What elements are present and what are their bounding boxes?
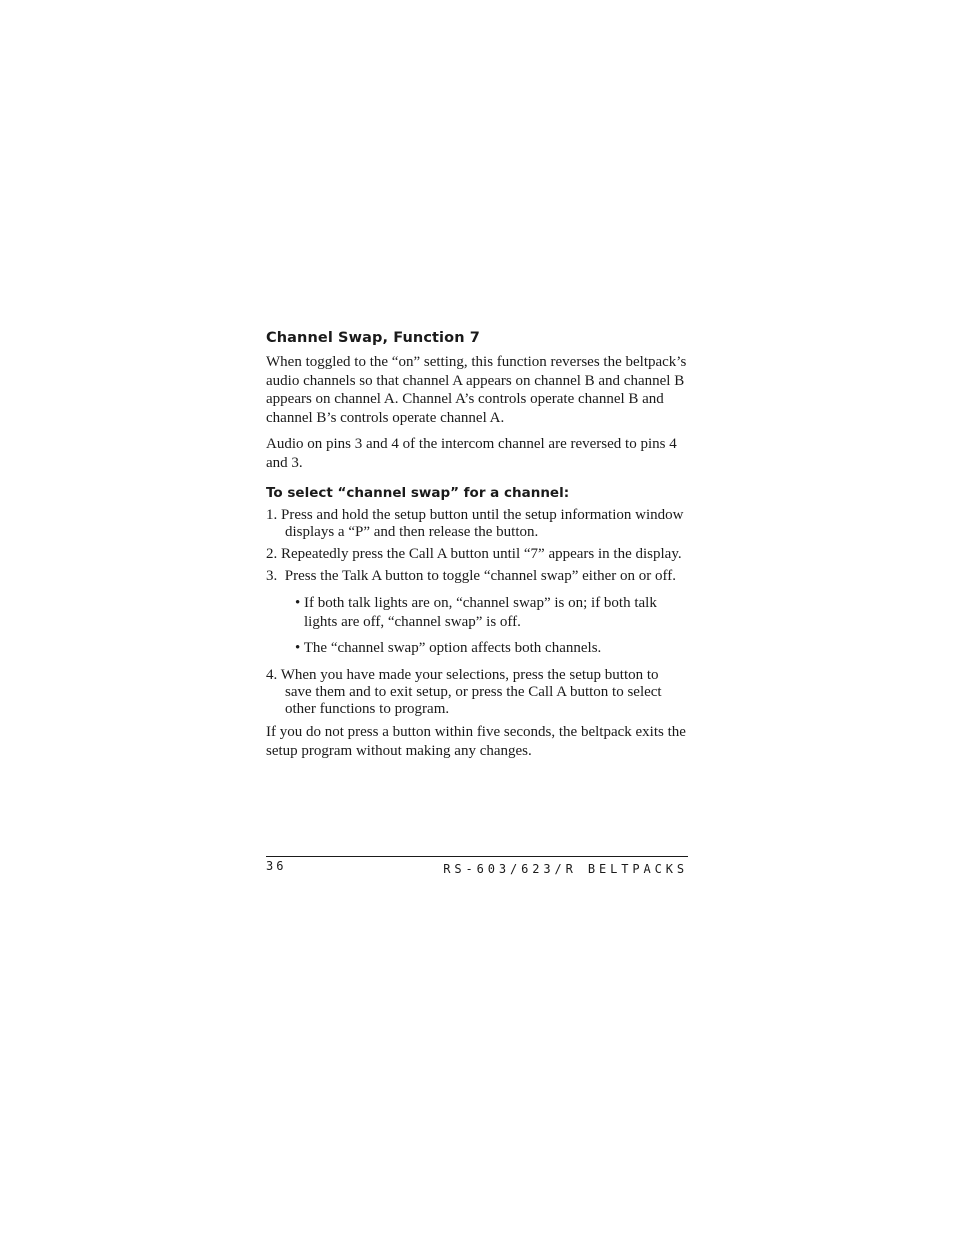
step-text: Press and hold the setup button until the setup information window displays a “P” and then release the button. [281,507,684,541]
page-content [266,330,688,768]
step-item [266,546,688,563]
bullet-item [266,594,688,632]
step-item [266,568,688,585]
step-text: When you have made your selections, press the setup button to save them and to exit setup, or press the Call A button to select other functions to program. [280,667,662,718]
page-number: 36 [266,859,287,873]
step-item [266,507,688,541]
step-text: Repeatedly press the Call A button until “7” appears in the display. [281,546,682,563]
intro-paragraph: When toggled to the “on” setting, this function reverses the beltpack’s audio channels so that channel A appears on channel B and channel B appears on channel A. Channel A’s controls operate channel B and channel B’s controls operate channel A. [266,354,687,427]
step-number: 3. [266,568,278,585]
bullet-dot: • [295,595,301,612]
bullet-text: If both talk lights are on, “channel swap” is on; if both talk lights are off, “channel swap” is off. [304,595,657,631]
step-number: 1. [266,507,278,524]
section-heading: Channel Swap, Function 7 [266,330,480,346]
step-text: Press the Talk A button to toggle “channel swap” either on or off. [284,568,676,585]
step-3-bullets [266,594,688,658]
procedure-steps [266,507,688,585]
running-title: RS-603/623/R BELTPACKS [443,862,688,876]
procedure-heading: To select “channel swap” for a channel: [266,485,570,502]
pins-paragraph: Audio on pins 3 and 4 of the intercom channel are reversed to pins 4 and 3. [266,435,677,471]
step-number: 4. [266,667,278,684]
bullet-item [266,639,688,658]
step-item [266,667,688,718]
closing-paragraph: If you do not press a button within five seconds, the beltpack exits the setup program without making any changes. [266,724,686,759]
step-number: 2. [266,546,278,563]
bullet-dot: • [295,640,301,657]
page-footer [266,856,688,876]
procedure-steps-continued [266,667,688,718]
bullet-text: The “channel swap” option affects both channels. [303,640,602,657]
